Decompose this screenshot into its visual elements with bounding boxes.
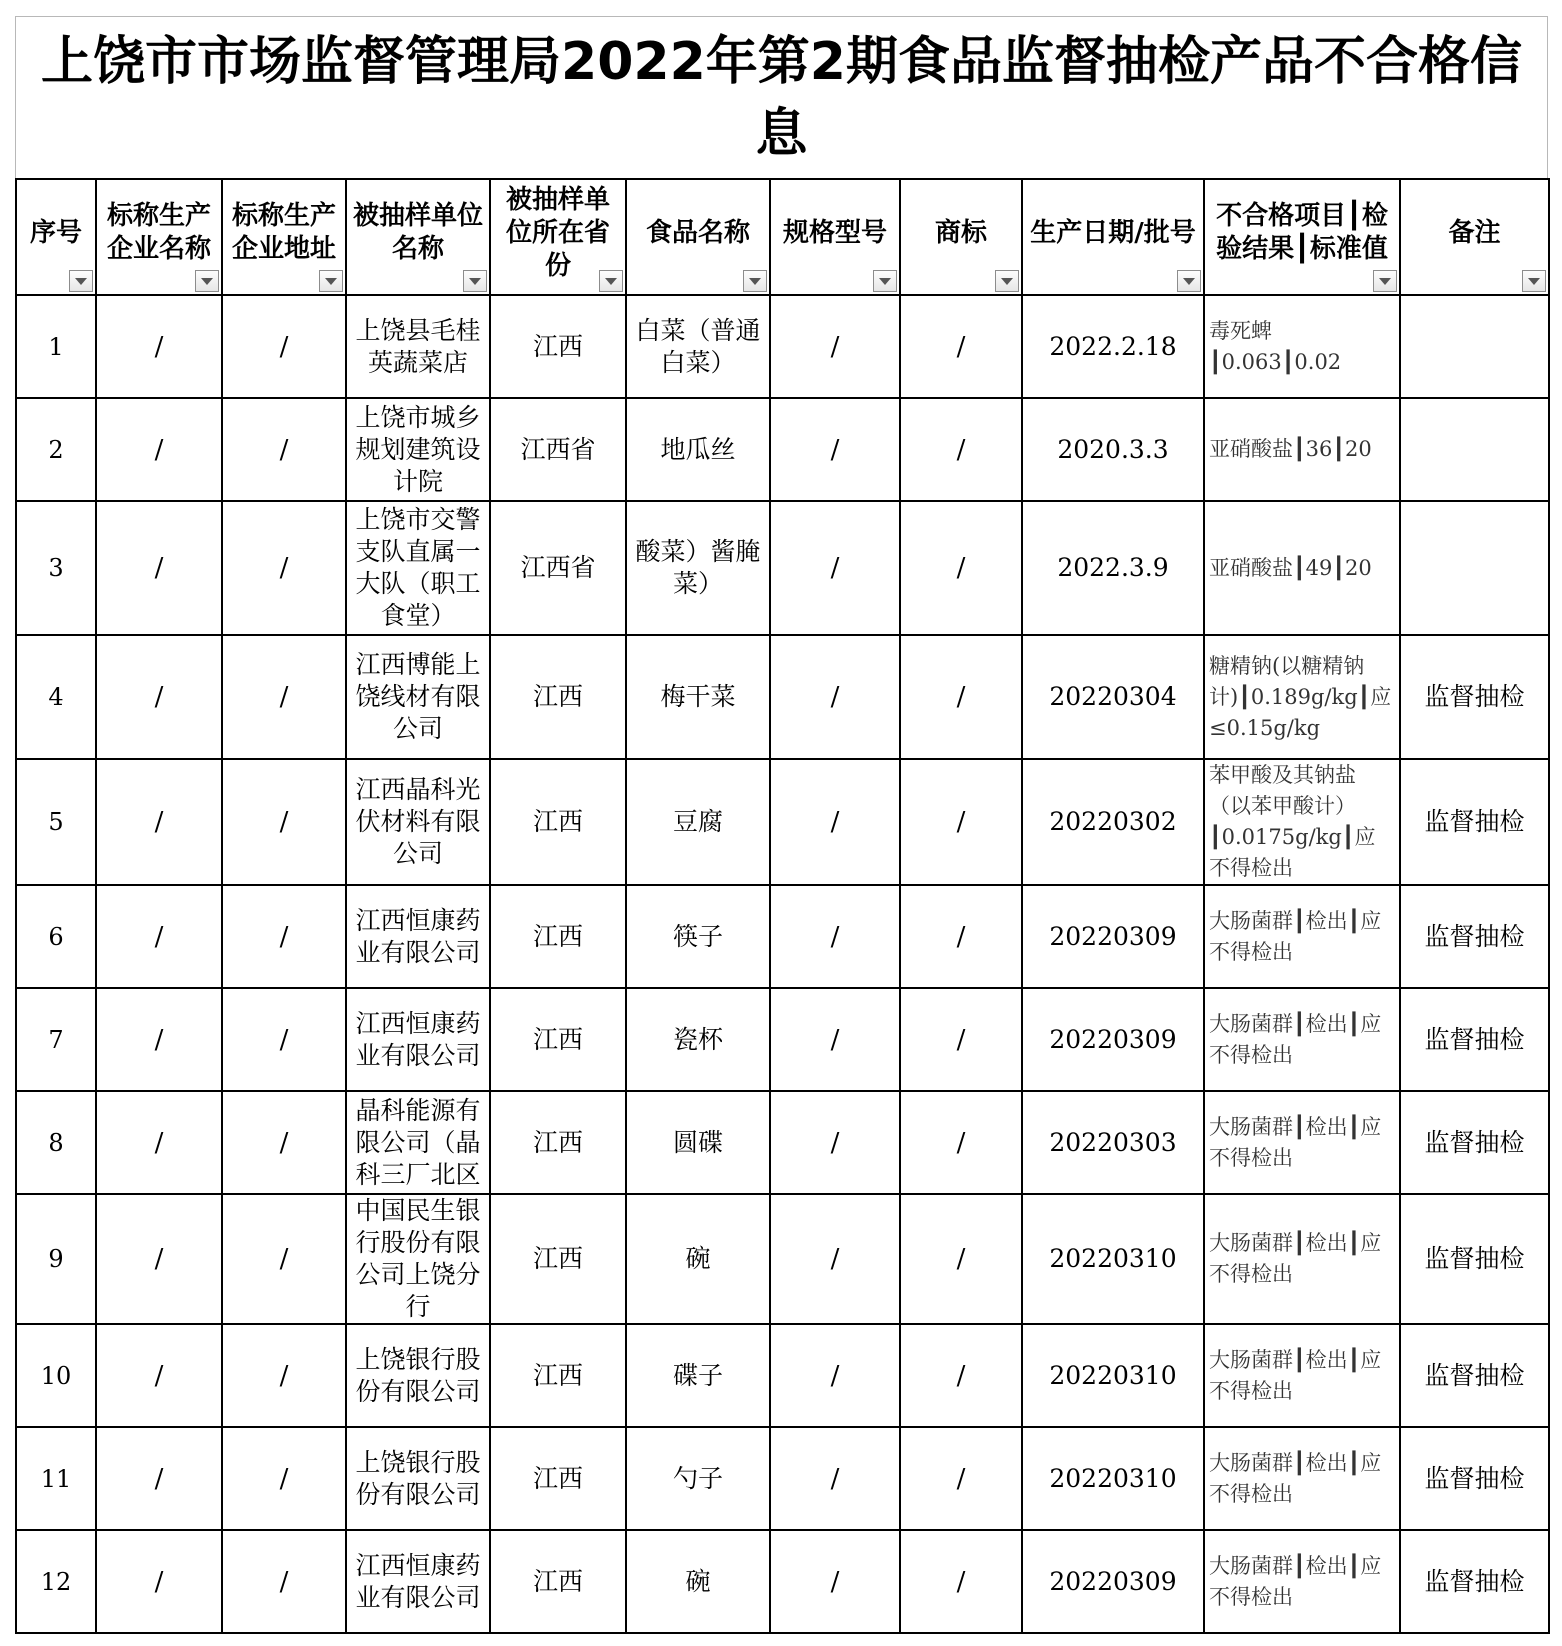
- cell-date[interactable]: 2022.2.18: [1022, 295, 1204, 398]
- cell-maker-addr[interactable]: /: [222, 988, 346, 1091]
- cell-maker-addr[interactable]: /: [222, 1194, 346, 1324]
- filter-dropdown-icon[interactable]: [599, 270, 623, 292]
- column-header-maker_addr: [222, 179, 346, 295]
- table-row: [16, 1324, 1549, 1427]
- cell-food[interactable]: 碗: [626, 1194, 770, 1324]
- table-row: [16, 1530, 1549, 1633]
- cell-date[interactable]: 2022.3.9: [1022, 501, 1204, 635]
- cell-maker-name[interactable]: /: [96, 635, 222, 759]
- cell-seq[interactable]: 1: [16, 295, 96, 398]
- cell-spec[interactable]: /: [770, 635, 900, 759]
- cell-brand[interactable]: /: [900, 635, 1022, 759]
- cell-result[interactable]: 大肠菌群┃检出┃应不得检出: [1204, 1091, 1400, 1194]
- cell-date[interactable]: 20220310: [1022, 1427, 1204, 1530]
- filter-dropdown-icon[interactable]: [1373, 270, 1397, 292]
- cell-seq[interactable]: 9: [16, 1194, 96, 1324]
- filter-dropdown-icon[interactable]: [195, 270, 219, 292]
- column-header-label: 标称生产企业名称: [106, 201, 211, 264]
- cell-unit[interactable]: 上饶市交警支队直属一大队（职工食堂）: [346, 501, 490, 635]
- cell-date[interactable]: 20220310: [1022, 1194, 1204, 1324]
- table-row: [16, 635, 1549, 759]
- cell-brand[interactable]: /: [900, 988, 1022, 1091]
- cell-date[interactable]: 20220302: [1022, 759, 1204, 885]
- cell-maker-addr[interactable]: /: [222, 501, 346, 635]
- column-header-label: 不合格项目┃检验结果┃标准值: [1216, 201, 1388, 264]
- cell-seq[interactable]: 12: [16, 1530, 96, 1633]
- cell-brand[interactable]: /: [900, 885, 1022, 988]
- cell-seq[interactable]: 3: [16, 501, 96, 635]
- column-header-brand: [900, 179, 1022, 295]
- cell-province[interactable]: 江西: [490, 635, 626, 759]
- cell-spec[interactable]: /: [770, 885, 900, 988]
- cell-province[interactable]: 江西: [490, 295, 626, 398]
- cell-food[interactable]: 梅干菜: [626, 635, 770, 759]
- filter-dropdown-icon[interactable]: [463, 270, 487, 292]
- cell-remark[interactable]: 监督抽检: [1400, 1427, 1549, 1530]
- cell-brand[interactable]: /: [900, 1530, 1022, 1633]
- column-header-spec: [770, 179, 900, 295]
- cell-date[interactable]: 2020.3.3: [1022, 398, 1204, 501]
- column-header-label: 商标: [934, 217, 987, 248]
- cell-remark[interactable]: 监督抽检: [1400, 1194, 1549, 1324]
- cell-unit[interactable]: 上饶县毛桂英蔬菜店: [346, 295, 490, 398]
- cell-food[interactable]: 酸菜）酱腌菜）: [626, 501, 770, 635]
- results-table: [15, 178, 1550, 1634]
- cell-result[interactable]: 大肠菌群┃检出┃应不得检出: [1204, 988, 1400, 1091]
- cell-province[interactable]: 江西: [490, 885, 626, 988]
- cell-result[interactable]: 糖精钠(以糖精钠计)┃0.189g/kg┃应≤0.15g/kg: [1204, 635, 1400, 759]
- column-header-label: 规格型号: [782, 217, 887, 248]
- cell-brand[interactable]: /: [900, 1427, 1022, 1530]
- cell-result[interactable]: 大肠菌群┃检出┃应不得检出: [1204, 885, 1400, 988]
- sheet-title: 上饶市市场监督管理局2022年第2期食品监督抽检产品不合格信息: [15, 16, 1548, 178]
- cell-date[interactable]: 20220309: [1022, 988, 1204, 1091]
- cell-province[interactable]: 江西省: [490, 398, 626, 501]
- cell-date[interactable]: 20220304: [1022, 635, 1204, 759]
- cell-result[interactable]: 毒死蜱┃0.063┃0.02: [1204, 295, 1400, 398]
- cell-brand[interactable]: /: [900, 1194, 1022, 1324]
- cell-brand[interactable]: /: [900, 398, 1022, 501]
- cell-maker-name[interactable]: /: [96, 1530, 222, 1633]
- column-header-province: [490, 179, 626, 295]
- cell-seq[interactable]: 11: [16, 1427, 96, 1530]
- cell-province[interactable]: 江西: [490, 759, 626, 885]
- column-header-maker_name: [96, 179, 222, 295]
- cell-remark[interactable]: [1400, 501, 1549, 635]
- cell-maker-addr[interactable]: /: [222, 295, 346, 398]
- table-row: [16, 885, 1549, 988]
- column-header-seq: [16, 179, 96, 295]
- cell-maker-addr[interactable]: /: [222, 635, 346, 759]
- cell-date[interactable]: 20220309: [1022, 1530, 1204, 1633]
- cell-province[interactable]: 江西: [490, 1194, 626, 1324]
- cell-province[interactable]: 江西: [490, 1427, 626, 1530]
- cell-date[interactable]: 20220310: [1022, 1324, 1204, 1427]
- column-header-label: 标称生产企业地址: [231, 201, 336, 264]
- column-header-label: 生产日期/批号: [1030, 217, 1196, 248]
- cell-spec[interactable]: /: [770, 1427, 900, 1530]
- cell-date[interactable]: 20220309: [1022, 885, 1204, 988]
- cell-maker-name[interactable]: /: [96, 885, 222, 988]
- cell-spec[interactable]: /: [770, 1324, 900, 1427]
- table-body: [16, 295, 1549, 1633]
- column-header-result: [1204, 179, 1400, 295]
- cell-unit[interactable]: 上饶银行股份有限公司: [346, 1427, 490, 1530]
- cell-seq[interactable]: 7: [16, 988, 96, 1091]
- cell-unit[interactable]: 江西晶科光伏材料有限公司: [346, 759, 490, 885]
- cell-province[interactable]: 江西: [490, 1324, 626, 1427]
- cell-maker-addr[interactable]: /: [222, 1091, 346, 1194]
- cell-maker-name[interactable]: /: [96, 759, 222, 885]
- filter-dropdown-icon[interactable]: [69, 270, 93, 292]
- cell-date[interactable]: 20220303: [1022, 1091, 1204, 1194]
- cell-spec[interactable]: /: [770, 1091, 900, 1194]
- cell-unit[interactable]: 上饶银行股份有限公司: [346, 1324, 490, 1427]
- table-row: [16, 1091, 1549, 1194]
- cell-result[interactable]: 大肠菌群┃检出┃应不得检出: [1204, 1427, 1400, 1530]
- cell-remark[interactable]: [1400, 398, 1549, 501]
- cell-seq[interactable]: 8: [16, 1091, 96, 1194]
- cell-food[interactable]: 碗: [626, 1530, 770, 1633]
- cell-maker-addr[interactable]: /: [222, 398, 346, 501]
- cell-spec[interactable]: /: [770, 398, 900, 501]
- filter-dropdown-icon[interactable]: [1522, 270, 1546, 292]
- cell-remark[interactable]: 监督抽检: [1400, 1324, 1549, 1427]
- cell-maker-name[interactable]: /: [96, 1427, 222, 1530]
- table-row: [16, 759, 1549, 885]
- cell-maker-name[interactable]: /: [96, 398, 222, 501]
- cell-unit[interactable]: 江西恒康药业有限公司: [346, 885, 490, 988]
- cell-food[interactable]: 碟子: [626, 1324, 770, 1427]
- cell-result[interactable]: 大肠菌群┃检出┃应不得检出: [1204, 1324, 1400, 1427]
- cell-spec[interactable]: /: [770, 295, 900, 398]
- cell-province[interactable]: 江西: [490, 988, 626, 1091]
- cell-food[interactable]: 瓷杯: [626, 988, 770, 1091]
- column-header-unit: [346, 179, 490, 295]
- cell-maker-addr[interactable]: /: [222, 1427, 346, 1530]
- cell-maker-name[interactable]: /: [96, 1091, 222, 1194]
- column-header-label: 被抽样单位名称: [352, 201, 483, 264]
- cell-province[interactable]: 江西省: [490, 501, 626, 635]
- cell-remark[interactable]: 监督抽检: [1400, 1091, 1549, 1194]
- cell-seq[interactable]: 5: [16, 759, 96, 885]
- cell-spec[interactable]: /: [770, 1530, 900, 1633]
- cell-maker-name[interactable]: /: [96, 1194, 222, 1324]
- cell-result[interactable]: 亚硝酸盐┃49┃20: [1204, 501, 1400, 635]
- spreadsheet: [15, 16, 1548, 1634]
- cell-result[interactable]: 大肠菌群┃检出┃应不得检出: [1204, 1530, 1400, 1633]
- column-header-label: 备注: [1448, 217, 1501, 248]
- table-row: [16, 398, 1549, 501]
- column-header-label: 食品名称: [645, 217, 750, 248]
- cell-result[interactable]: 亚硝酸盐┃36┃20: [1204, 398, 1400, 501]
- table-row: [16, 988, 1549, 1091]
- cell-spec[interactable]: /: [770, 988, 900, 1091]
- table-row: [16, 501, 1549, 635]
- cell-maker-name[interactable]: /: [96, 988, 222, 1091]
- cell-brand[interactable]: /: [900, 759, 1022, 885]
- cell-remark[interactable]: 监督抽检: [1400, 885, 1549, 988]
- cell-seq[interactable]: 10: [16, 1324, 96, 1427]
- cell-brand[interactable]: /: [900, 1324, 1022, 1427]
- cell-unit[interactable]: 中国民生银行股份有限公司上饶分行: [346, 1194, 490, 1324]
- column-header-food: [626, 179, 770, 295]
- cell-province[interactable]: 江西: [490, 1091, 626, 1194]
- header-row: [16, 179, 1549, 295]
- filter-dropdown-icon[interactable]: [743, 270, 767, 292]
- column-header-label: 序号: [29, 217, 82, 248]
- table-row: [16, 1427, 1549, 1530]
- cell-maker-addr[interactable]: /: [222, 1530, 346, 1633]
- cell-maker-name[interactable]: /: [96, 501, 222, 635]
- filter-dropdown-icon[interactable]: [1177, 270, 1201, 292]
- cell-unit[interactable]: 江西博能上饶线材有限公司: [346, 635, 490, 759]
- cell-maker-name[interactable]: /: [96, 1324, 222, 1427]
- cell-maker-addr[interactable]: /: [222, 759, 346, 885]
- cell-brand[interactable]: /: [900, 295, 1022, 398]
- cell-seq[interactable]: 4: [16, 635, 96, 759]
- cell-food[interactable]: 豆腐: [626, 759, 770, 885]
- cell-food[interactable]: 圆碟: [626, 1091, 770, 1194]
- cell-remark[interactable]: 监督抽检: [1400, 1530, 1549, 1633]
- cell-remark[interactable]: [1400, 295, 1549, 398]
- filter-dropdown-icon[interactable]: [319, 270, 343, 292]
- cell-result[interactable]: 大肠菌群┃检出┃应不得检出: [1204, 1194, 1400, 1324]
- cell-unit[interactable]: 晶科能源有限公司（晶科三厂北区: [346, 1091, 490, 1194]
- table-row: [16, 1194, 1549, 1324]
- cell-remark[interactable]: 监督抽检: [1400, 759, 1549, 885]
- cell-seq[interactable]: 2: [16, 398, 96, 501]
- cell-food[interactable]: 勺子: [626, 1427, 770, 1530]
- cell-result[interactable]: 苯甲酸及其钠盐（以苯甲酸计）┃0.0175g/kg┃应不得检出: [1204, 759, 1400, 885]
- cell-maker-name[interactable]: /: [96, 295, 222, 398]
- cell-remark[interactable]: 监督抽检: [1400, 635, 1549, 759]
- cell-province[interactable]: 江西: [490, 1530, 626, 1633]
- cell-brand[interactable]: /: [900, 501, 1022, 635]
- cell-food[interactable]: 白菜（普通白菜）: [626, 295, 770, 398]
- cell-unit[interactable]: 江西恒康药业有限公司: [346, 1530, 490, 1633]
- cell-unit[interactable]: 江西恒康药业有限公司: [346, 988, 490, 1091]
- cell-unit[interactable]: 上饶市城乡规划建筑设计院: [346, 398, 490, 501]
- column-header-remark: [1400, 179, 1549, 295]
- cell-food[interactable]: 地瓜丝: [626, 398, 770, 501]
- cell-seq[interactable]: 6: [16, 885, 96, 988]
- cell-brand[interactable]: /: [900, 1091, 1022, 1194]
- cell-maker-addr[interactable]: /: [222, 1324, 346, 1427]
- filter-dropdown-icon[interactable]: [873, 270, 897, 292]
- cell-maker-addr[interactable]: /: [222, 885, 346, 988]
- column-header-label: 被抽样单位所在省份: [505, 184, 610, 281]
- cell-spec[interactable]: /: [770, 759, 900, 885]
- cell-food[interactable]: 筷子: [626, 885, 770, 988]
- filter-dropdown-icon[interactable]: [995, 270, 1019, 292]
- cell-spec[interactable]: /: [770, 1194, 900, 1324]
- column-header-date: [1022, 179, 1204, 295]
- table-row: [16, 295, 1549, 398]
- cell-remark[interactable]: 监督抽检: [1400, 988, 1549, 1091]
- cell-spec[interactable]: /: [770, 501, 900, 635]
